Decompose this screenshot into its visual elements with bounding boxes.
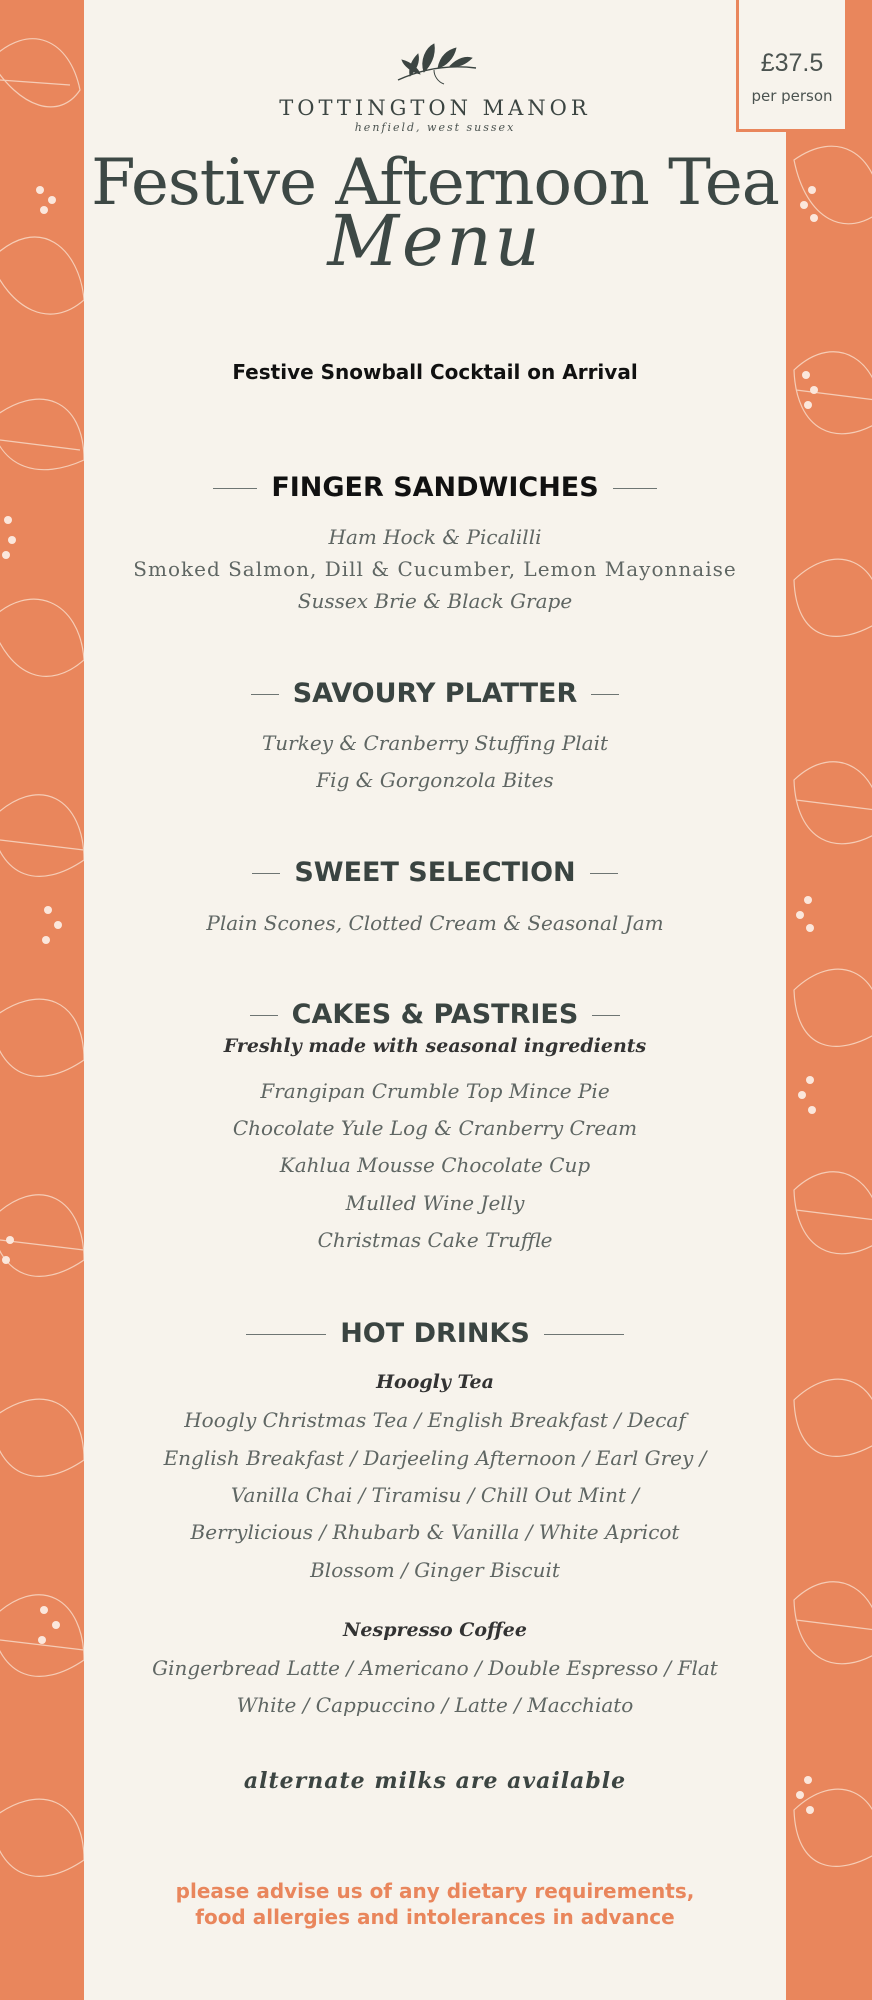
milk-note: alternate milks are available: [243, 1768, 627, 1794]
section-heading-sweet-selection: [84, 857, 786, 888]
brand-name: TOTTINGTON MANOR: [279, 96, 591, 120]
price-note: per person: [751, 87, 833, 105]
menu-item: Sussex Brie & Black Grape: [297, 589, 573, 613]
menu-item: Mulled Wine Jelly: [345, 1191, 525, 1215]
menu-item: Christmas Cake Truffle: [317, 1228, 553, 1252]
arrival-cocktail: Festive Snowball Cocktail on Arrival: [232, 360, 638, 384]
tea-line: Blossom / Ginger Biscuit: [310, 1558, 560, 1582]
menu-item: Kahlua Mousse Chocolate Cup: [279, 1153, 591, 1177]
brand-location: henfield, west sussex: [354, 121, 516, 134]
dietary-note: [84, 1878, 786, 1930]
price-amount: £37.5: [760, 49, 824, 77]
menu-item: Chocolate Yule Log & Cranberry Cream: [232, 1116, 638, 1140]
section-heading-label: SWEET SELECTION: [294, 857, 576, 888]
coffee-line: White / Cappuccino / Latte / Macchiato: [236, 1693, 634, 1717]
tea-heading: Hoogly Tea: [376, 1371, 494, 1393]
dietary-note-line: please advise us of any dietary requirements,: [175, 1879, 695, 1903]
tea-line: Berrylicious / Rhubarb & Vanilla / White Apricot: [190, 1520, 680, 1544]
menu-item: Ham Hock & Picalilli: [328, 525, 542, 549]
dietary-note-line: food allergies and intolerances in advance: [195, 1905, 675, 1929]
menu-item: Turkey & Cranberry Stuffing Plait: [261, 731, 609, 755]
coffee-heading: Nespresso Coffee: [343, 1619, 527, 1641]
section-heading-hot-drinks: [84, 1318, 786, 1349]
coffee-line: Gingerbread Latte / Americano / Double Espresso / Flat: [152, 1656, 718, 1680]
menu-item: Frangipan Crumble Top Mince Pie: [260, 1079, 610, 1103]
botanical-sprig-icon: [390, 36, 482, 88]
menu-item: Fig & Gorgonzola Bites: [316, 768, 554, 792]
section-heading-label: FINGER SANDWICHES: [271, 472, 599, 503]
section-heading-label: CAKES & PASTRIES: [291, 999, 579, 1030]
floral-border-left: [0, 0, 84, 2000]
section-heading-cakes-pastries: [84, 999, 786, 1030]
section-heading-savoury-platter: [84, 678, 786, 709]
menu-item: Plain Scones, Clotted Cream & Seasonal Jam: [206, 911, 664, 935]
section-heading-label: SAVOURY PLATTER: [292, 678, 578, 709]
tea-line: Hoogly Christmas Tea / English Breakfast / Decaf: [184, 1408, 686, 1432]
tea-line: English Breakfast / Darjeeling Afternoon / Earl Grey /: [163, 1446, 707, 1470]
page-title: Festive Afternoon Tea: [91, 146, 779, 220]
section-heading-label: HOT DRINKS: [340, 1318, 530, 1349]
menu-item: Smoked Salmon, Dill & Cucumber, Lemon Mayonnaise: [133, 557, 737, 581]
section-subheading: Freshly made with seasonal ingredients: [223, 1035, 647, 1057]
page-title-script: Menu: [327, 200, 543, 282]
tea-line: Vanilla Chai / Tiramisu / Chill Out Mint /: [230, 1483, 640, 1507]
section-heading-finger-sandwiches: [84, 472, 786, 503]
floral-border-right: [786, 0, 872, 2000]
inner-border-line: [786, 140, 790, 2000]
